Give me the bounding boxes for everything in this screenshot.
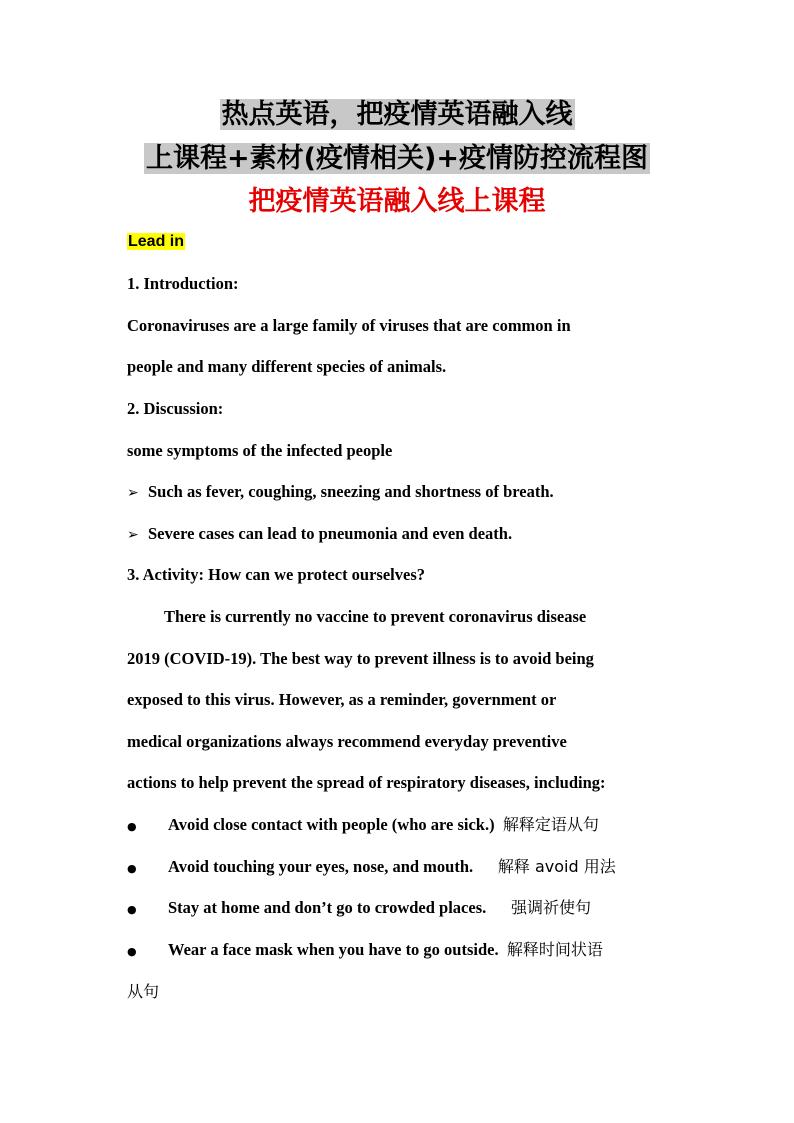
lead-in-text: Lead in — [128, 233, 185, 250]
bullet-text: Avoid close contact with people (who are sick.) — [168, 815, 495, 834]
section-2-point-1 — [127, 481, 554, 504]
bullet-note: 解释 avoid 用法 — [497, 857, 616, 876]
bullet-item-2 — [168, 856, 616, 878]
bullet-note: 解释定语从句 — [502, 815, 599, 834]
subtitle-red: 把疫情英语融入线上课程 — [248, 186, 546, 217]
section-2-heading: 2. Discussion: — [127, 399, 224, 418]
bullet-text: Stay at home and don’t go to crowded places. — [168, 898, 487, 917]
title-text-1: 热点英语，把疫情英语融入线 — [221, 99, 573, 130]
point-text: Severe cases can lead to pneumonia and even death. — [148, 524, 513, 543]
bullet-text: Avoid touching your eyes, nose, and mouth. — [168, 857, 474, 876]
section-3-paragraph-line-2: 2019 (COVID-19). The best way to prevent illness is to avoid being — [127, 649, 594, 668]
section-3-heading: 3. Activity: How can we protect ourselves? — [127, 565, 426, 584]
section-3-paragraph-line-4: medical organizations always recommend everyday preventive — [127, 732, 567, 751]
section-3-paragraph-line-3: exposed to this virus. However, as a reminder, government or — [127, 690, 557, 709]
bullet-item-3 — [168, 897, 591, 919]
dot-bullet-icon: ● — [127, 903, 137, 916]
section-3-paragraph-line-1: There is currently no vaccine to prevent coronavirus disease — [164, 607, 587, 626]
title-line-1 — [0, 96, 794, 134]
section-1-heading: 1. Introduction: — [127, 274, 239, 293]
lead-in-label — [127, 231, 185, 253]
dot-bullet-icon: ● — [127, 862, 137, 875]
title-text-2: 上课程+素材(疫情相关)+疫情防控流程图 — [146, 143, 648, 174]
arrowhead-bullet-icon: ➢ — [127, 527, 139, 543]
point-text: Such as fever, coughing, sneezing and shortness of breath. — [148, 482, 554, 501]
bullet-note-continuation: 从句 — [127, 982, 160, 1001]
bullet-item-1 — [168, 814, 599, 836]
dot-bullet-icon: ● — [127, 945, 137, 958]
bullet-text: Wear a face mask when you have to go outside. — [168, 940, 499, 959]
bullet-note: 解释时间状语 — [506, 940, 603, 959]
dot-bullet-icon: ● — [127, 820, 137, 833]
section-3-paragraph-line-5: actions to help prevent the spread of respiratory diseases, including: — [127, 773, 606, 792]
section-1-text-1: Coronaviruses are a large family of viruses that are common in — [127, 316, 571, 335]
bullet-item-4 — [168, 939, 603, 961]
arrowhead-bullet-icon: ➢ — [127, 485, 139, 501]
title-line-2 — [0, 140, 794, 178]
section-1-text-2: people and many different species of animals. — [127, 357, 447, 376]
bullet-note: 强调祈使句 — [511, 898, 592, 917]
section-2-point-2 — [127, 523, 512, 546]
section-2-intro: some symptoms of the infected people — [127, 441, 393, 460]
